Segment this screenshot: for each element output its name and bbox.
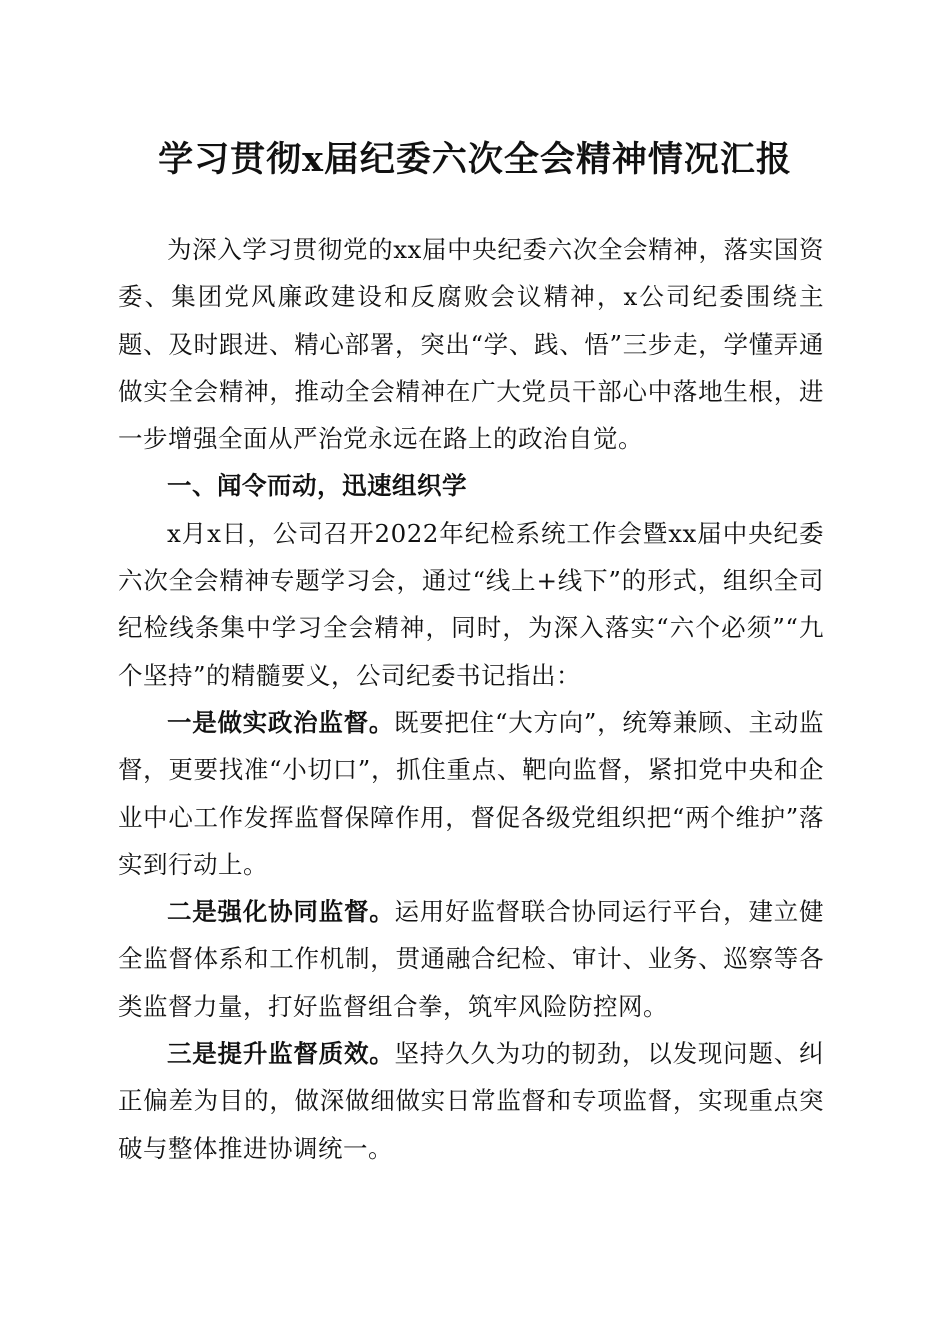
point-lead: 一是做实政治监督。 xyxy=(167,707,395,737)
point-lead: 三是提升监督质效。 xyxy=(167,1039,395,1069)
point-paragraph-2 xyxy=(118,888,824,1030)
point-paragraph-1 xyxy=(118,699,824,888)
document-body xyxy=(118,226,824,1172)
point-text: 坚持久久为功的韧劲，以发现问题、纠正偏差为目的，做深做细做实日常监督和专项监督，实现重点突破与整体推进协调统一。 xyxy=(118,1039,825,1163)
intro-paragraph: 为深入学习贯彻党的xx届中央纪委六次全会精神，落实国资委、集团党风廉政建设和反腐败会议精神，x公司纪委围绕主题、及时跟进、精心部署，突出“学、践、悟”三步走，学懂弄通做实全会精神，推动全会精神在广大党员干部心中落地生根，进一步增强全面从严治党永远在路上的政治自觉。 xyxy=(118,235,824,454)
point-text: 运用好监督联合协同运行平台，建立健全监督体系和工作机制，贯通融合纪检、审计、业务、巡察等各类监督力量，打好监督组合拳，筑牢风险防控网。 xyxy=(118,897,825,1021)
point-text: 既要把住“大方向”，统筹兼顾、主动监督，更要找准“小切口”，抓住重点、靶向监督，紧扣党中央和企业中心工作发挥监督保障作用，督促各级党组织把“两个维护”落实到行动上。 xyxy=(118,707,824,879)
section-heading: 一、闻令而动，迅速组织学 xyxy=(167,471,467,501)
point-paragraph-3 xyxy=(118,1030,824,1172)
point-lead: 二是强化协同监督。 xyxy=(167,897,395,927)
section-paragraph: x月x日，公司召开2022年纪检系统工作会暨xx届中央纪委六次全会精神专题学习会，通过“线上+线下”的形式，组织全司纪检线条集中学习全会精神，同时，为深入落实“六个必须”“九个坚持”的精髓要义，公司纪委书记指出： xyxy=(118,518,824,690)
document-title: 学习贯彻x届纪委六次全会精神情况汇报 xyxy=(158,139,792,180)
